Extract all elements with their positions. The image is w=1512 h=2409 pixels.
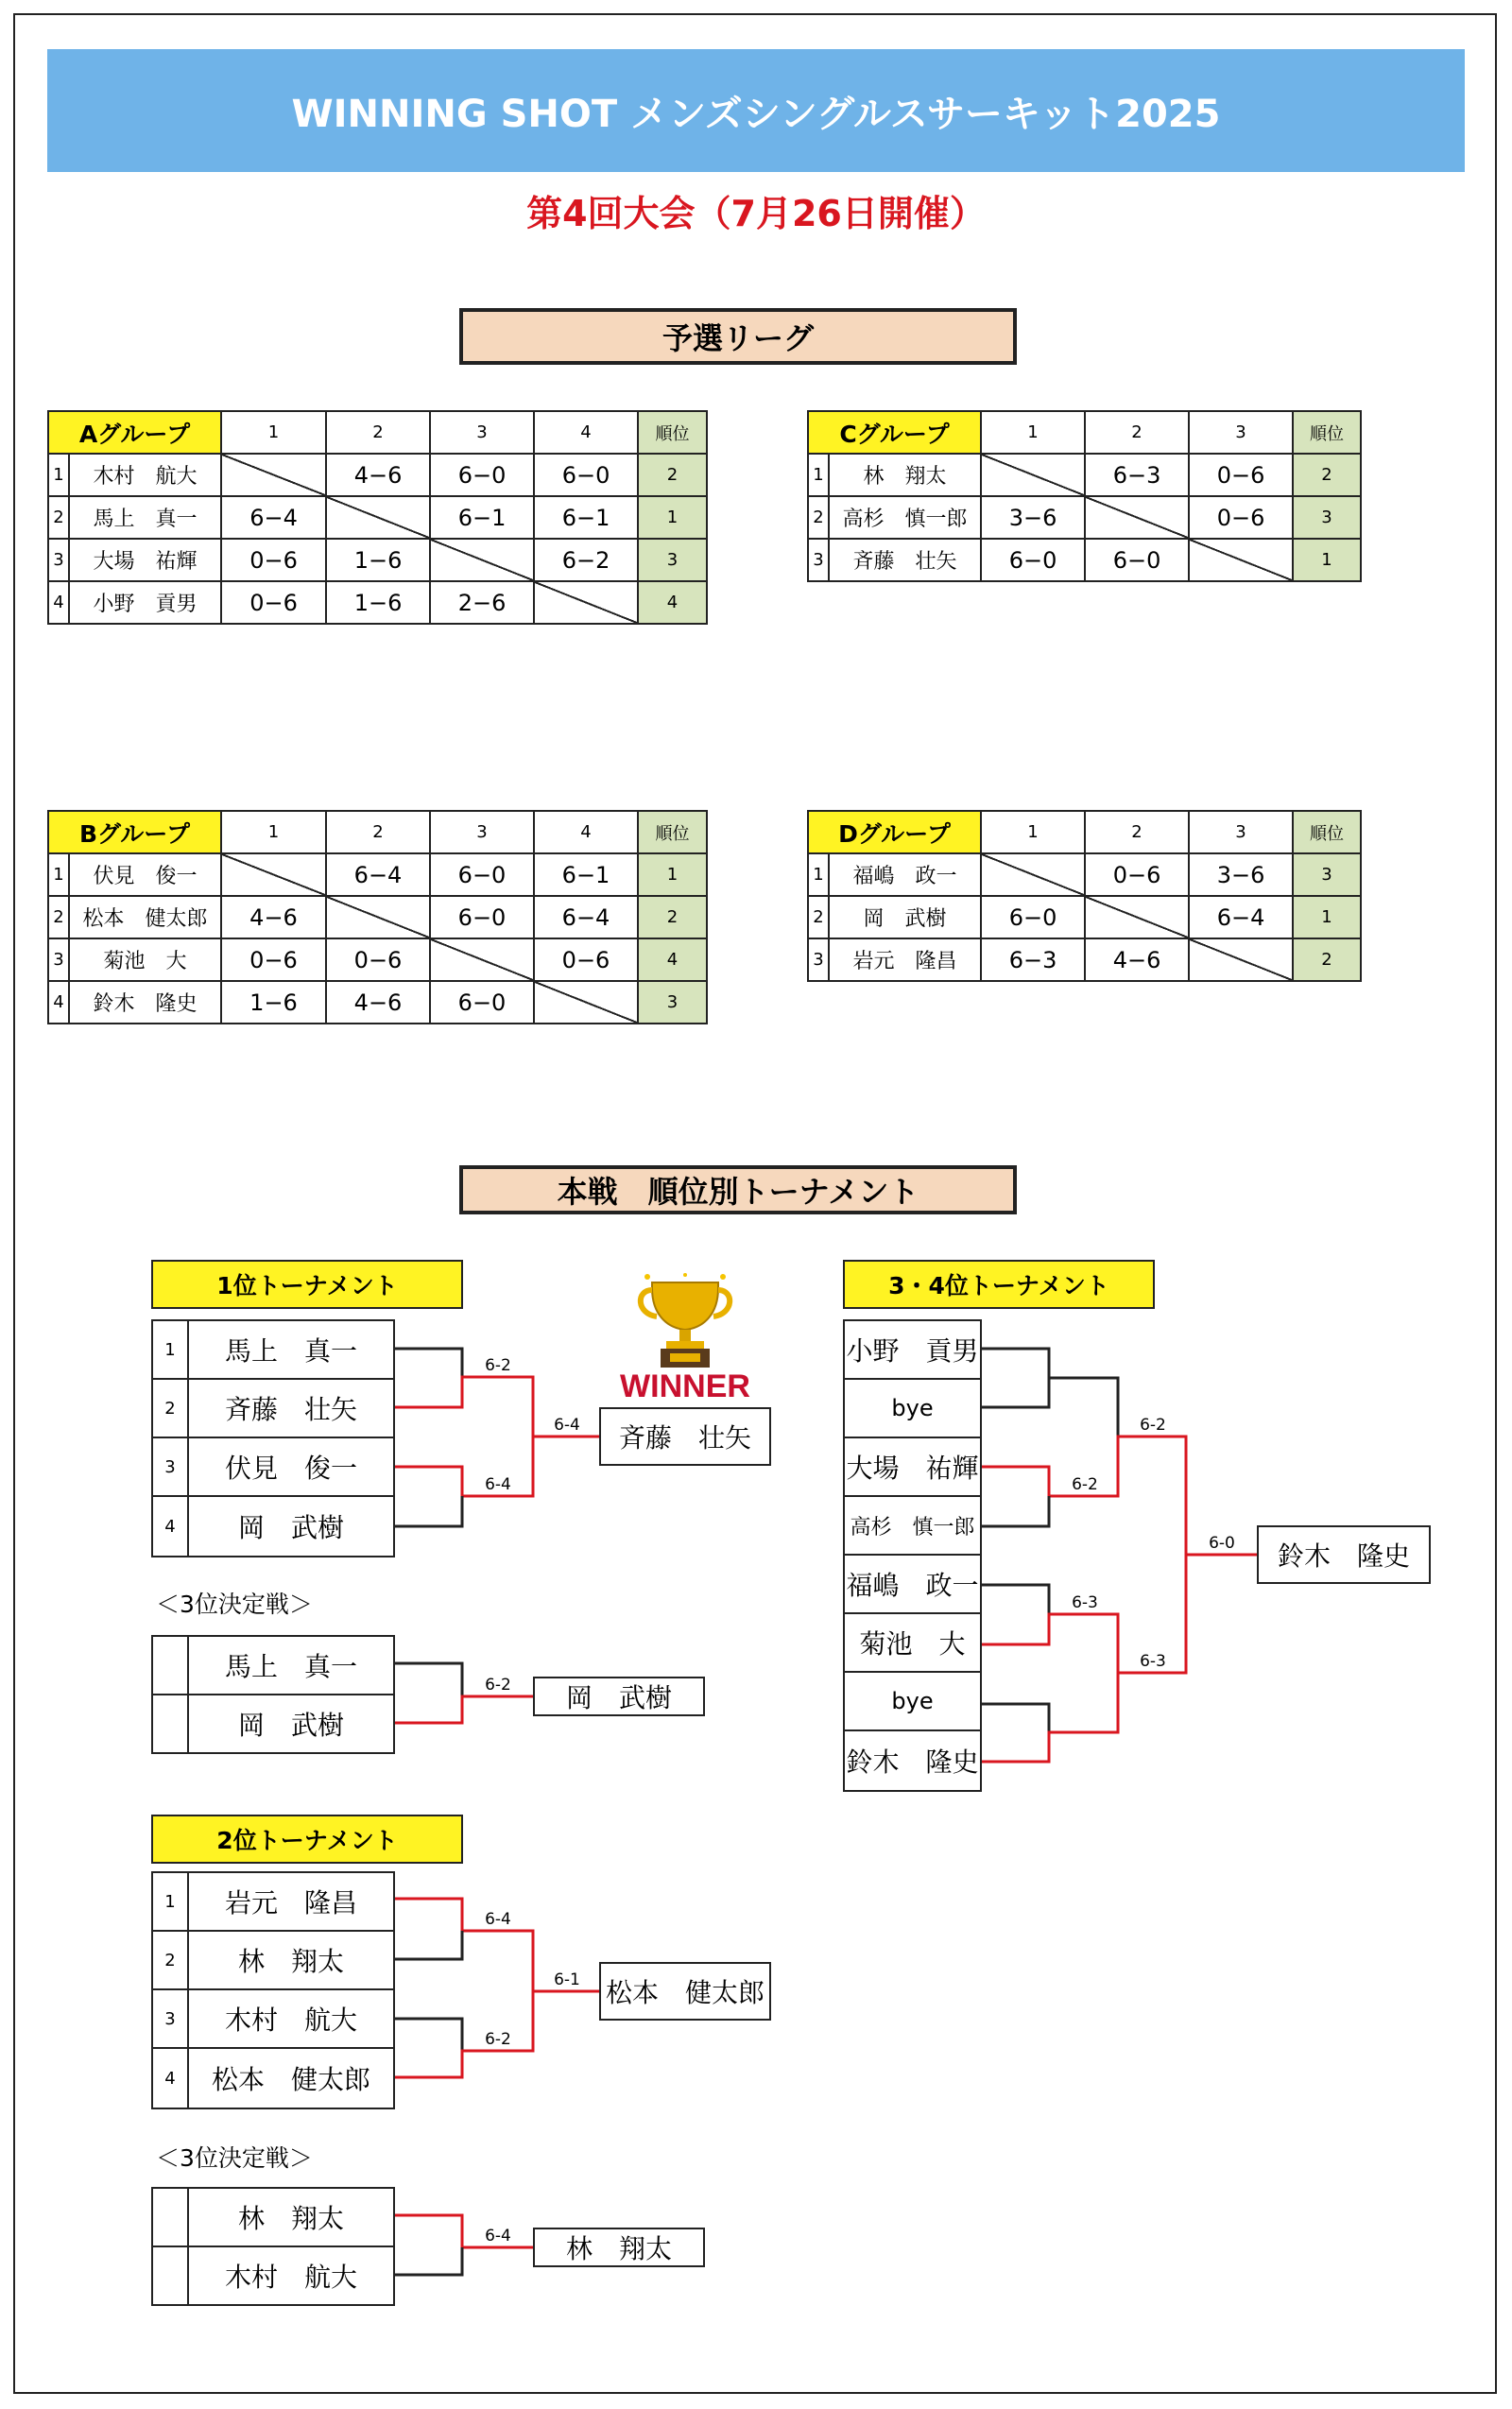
player-name: 岩元 隆昌 [829,938,981,981]
score-cell: 0−6 [221,581,326,624]
col-header: 2 [326,411,430,454]
bracket-entry [151,1437,395,1497]
rank-cell: 3 [638,981,707,1024]
seed-number: 2 [153,1380,189,1437]
score-cell: 4−6 [326,454,430,496]
group-name: Bグループ [48,811,221,853]
score-cell: 6−4 [1189,896,1293,938]
player-name: 林 翔太 [829,454,981,496]
bracket-entry: 大場 祐輝 [843,1437,982,1497]
player-name: 伏見 俊一 [224,1453,357,1484]
bracket-entry [151,2246,395,2306]
score-label: 6-0 [1209,1534,1235,1553]
bracket-line [393,1663,462,1696]
bracket-entry [151,1871,395,1932]
score-label: 6-3 [1140,1652,1166,1671]
trophy-icon [628,1271,742,1370]
event-subtitle: 第4回大会（7月26日開催） [526,193,986,234]
col-header: 1 [981,811,1085,853]
bracket-line [980,1496,1049,1526]
seed-number [153,2247,189,2304]
score-cell: 2−6 [430,581,534,624]
score-cell: 6−1 [534,496,638,539]
score-label: 6-4 [485,1910,511,1929]
row-number: 2 [808,496,829,539]
bracket-entry [151,1635,395,1695]
bracket-entry [151,1319,395,1380]
score-cell: 6−2 [534,539,638,581]
rank-cell: 2 [638,896,707,938]
rank-header: 順位 [638,811,707,853]
rank-cell: 2 [1293,454,1361,496]
col-header: 3 [1189,811,1293,853]
score-label: 6-4 [485,1475,511,1494]
col-header: 2 [1085,411,1189,454]
rank-cell: 3 [1293,496,1361,539]
col-header: 4 [534,411,638,454]
t34-champion-box: 鈴木 隆史 [1257,1525,1431,1584]
row-number: 4 [48,581,69,624]
seed-number: 4 [153,1497,189,1556]
score-label: 6-3 [1072,1593,1098,1612]
player-name: 馬上 真一 [224,1335,357,1367]
player-name: 木村 航大 [224,2262,357,2293]
group-name: Cグループ [808,411,981,454]
player-name: 林 翔太 [237,2203,344,2234]
player-name: 松本 健太郎 [69,896,221,938]
row-number: 1 [48,853,69,896]
t2-label: 2位トーナメント [151,1815,463,1864]
score-cell: 1−6 [326,539,430,581]
row-number: 1 [808,853,829,896]
player-name: 高杉 慎一郎 [829,496,981,539]
player-name: 鈴木 隆史 [69,981,221,1024]
col-header: 1 [221,811,326,853]
t1-third-label: ＜3位決定戦＞ [156,1591,313,1618]
row-number: 2 [48,896,69,938]
col-header: 1 [221,411,326,454]
bracket-line [393,2215,533,2247]
bracket-line [393,2019,462,2051]
score-label: 6-4 [554,1416,580,1435]
seed-number: 3 [153,1438,189,1495]
score-cell: 1−6 [326,581,430,624]
player-name: 大場 祐輝 [69,539,221,581]
score-cell: 6−0 [430,454,534,496]
player-name: 馬上 真一 [224,1651,357,1682]
seed-number [153,2189,189,2246]
bracket-entry [151,1988,395,2049]
score-cell: 6−3 [1085,454,1189,496]
bracket-line [393,1931,462,1959]
bracket-entry: 高杉 慎一郎 [843,1495,982,1556]
score-cell: 6−0 [430,981,534,1024]
row-number: 2 [48,496,69,539]
score-cell: 6−0 [534,454,638,496]
rank-header: 順位 [638,411,707,454]
seed-number: 1 [153,1321,189,1378]
score-cell: 0−6 [1085,853,1189,896]
bracket-entry: 鈴木 隆史 [843,1729,982,1792]
row-number: 1 [48,454,69,496]
rank-cell: 1 [1293,896,1361,938]
col-header: 2 [326,811,430,853]
score-cell: 6−4 [221,496,326,539]
rank-cell: 3 [638,539,707,581]
bracket-entry [151,1694,395,1754]
bracket-line [393,1349,462,1377]
player-name: 岡 武樹 [829,896,981,938]
col-header: 2 [1085,811,1189,853]
col-header: 3 [430,811,534,853]
t1-third-winner: 岡 武樹 [533,1677,705,1716]
row-number: 4 [48,981,69,1024]
score-cell: 6−1 [430,496,534,539]
bracket-entry [151,2187,395,2247]
player-name: 菊池 大 [69,938,221,981]
player-name: 木村 航大 [69,454,221,496]
col-header: 1 [981,411,1085,454]
group-name: Dグループ [808,811,981,853]
score-cell: 6−1 [534,853,638,896]
player-name: 岩元 隆昌 [224,1887,357,1919]
bracket-entry: bye [843,1671,982,1731]
score-cell: 0−6 [1189,454,1293,496]
bracket-entry: 福嶋 政一 [843,1554,982,1614]
score-cell: 6−0 [1085,539,1189,581]
player-name: 松本 健太郎 [211,2064,370,2095]
bracket-line [393,1496,462,1526]
seed-number: 1 [153,1873,189,1930]
score-label: 6-2 [485,1356,511,1375]
score-cell: 6−0 [430,896,534,938]
bracket-entry: bye [843,1378,982,1438]
rank-cell: 1 [1293,539,1361,581]
row-number: 3 [808,938,829,981]
rank-cell: 4 [638,938,707,981]
rank-cell: 2 [638,454,707,496]
score-cell: 0−6 [326,938,430,981]
rank-cell: 1 [638,496,707,539]
seed-number: 2 [153,1932,189,1988]
rank-cell: 4 [638,581,707,624]
score-label: 6-2 [1072,1475,1098,1494]
t2-champion-box: 松本 健太郎 [599,1962,771,2021]
score-cell: 1−6 [221,981,326,1024]
score-cell: 6−4 [326,853,430,896]
bracket-line [980,1349,1049,1407]
row-number: 3 [808,539,829,581]
bracket-entry: 小野 貢男 [843,1319,982,1380]
bracket-entry [151,1378,395,1438]
score-cell: 6−0 [430,853,534,896]
bracket-entry: 菊池 大 [843,1612,982,1673]
player-name: 福嶋 政一 [829,853,981,896]
seed-number [153,1695,189,1752]
row-number: 2 [808,896,829,938]
league-section-title: 予選リーグ [459,308,1017,365]
player-name: 木村 航大 [224,2005,357,2036]
seed-number: 3 [153,1990,189,2047]
score-label: 6-4 [485,2227,511,2246]
t34-label: 3・4位トーナメント [843,1260,1155,1309]
rank-header: 順位 [1293,411,1361,454]
player-name: 斉藤 壮矢 [829,539,981,581]
rank-cell: 2 [1293,938,1361,981]
bracket-entry [151,1495,395,1557]
score-label: 6-2 [485,2030,511,2049]
score-cell: 0−6 [221,539,326,581]
player-name: 斉藤 壮矢 [224,1394,357,1425]
score-cell: 0−6 [221,938,326,981]
score-label: 6-1 [554,1970,580,1989]
bracket-line [980,1704,1049,1732]
score-label: 6-2 [1140,1416,1166,1435]
score-cell: 0−6 [1189,496,1293,539]
group-name: Aグループ [48,411,221,454]
t1-champion-box: 斉藤 壮矢 [599,1407,771,1466]
seed-number [153,1637,189,1694]
score-cell: 4−6 [221,896,326,938]
player-name: 伏見 俊一 [69,853,221,896]
player-name: 馬上 真一 [69,496,221,539]
bracket-line [1049,1378,1118,1437]
rank-cell: 3 [1293,853,1361,896]
bracket-line [980,1585,1049,1614]
bracket-entry [151,1930,395,1990]
score-cell: 4−6 [326,981,430,1024]
score-cell: 6−4 [534,896,638,938]
bracket-line [393,1696,533,1723]
rank-header: 順位 [1293,811,1361,853]
row-number: 1 [808,454,829,496]
score-cell: 6−0 [981,539,1085,581]
col-header: 4 [534,811,638,853]
t1-label: 1位トーナメント [151,1260,463,1309]
row-number: 3 [48,539,69,581]
t2-third-winner: 林 翔太 [533,2228,705,2267]
col-header: 3 [1189,411,1293,454]
score-cell: 3−6 [981,496,1085,539]
bracket-line [393,2247,462,2275]
bracket-entry [151,2047,395,2109]
player-name: 小野 貢男 [69,581,221,624]
score-cell: 0−6 [534,938,638,981]
main-section-title: 本戦 順位別トーナメント [459,1165,1017,1214]
winner-label: WINNER [620,1368,750,1404]
player-name: 林 翔太 [237,1946,344,1977]
score-label: 6-2 [485,1676,511,1695]
player-name: 岡 武樹 [237,1710,344,1741]
rank-cell: 1 [638,853,707,896]
player-name: 岡 武樹 [237,1512,344,1543]
score-cell: 3−6 [1189,853,1293,896]
seed-number: 4 [153,2049,189,2108]
col-header: 3 [430,411,534,454]
bracket-line [393,1437,533,1496]
row-number: 3 [48,938,69,981]
score-cell: 6−0 [981,896,1085,938]
t2-third-label: ＜3位決定戦＞ [156,2144,313,2172]
score-cell: 6−3 [981,938,1085,981]
page-title: WINNING SHOT メンズシングルスサーキット2025 [291,92,1221,136]
score-cell: 4−6 [1085,938,1189,981]
